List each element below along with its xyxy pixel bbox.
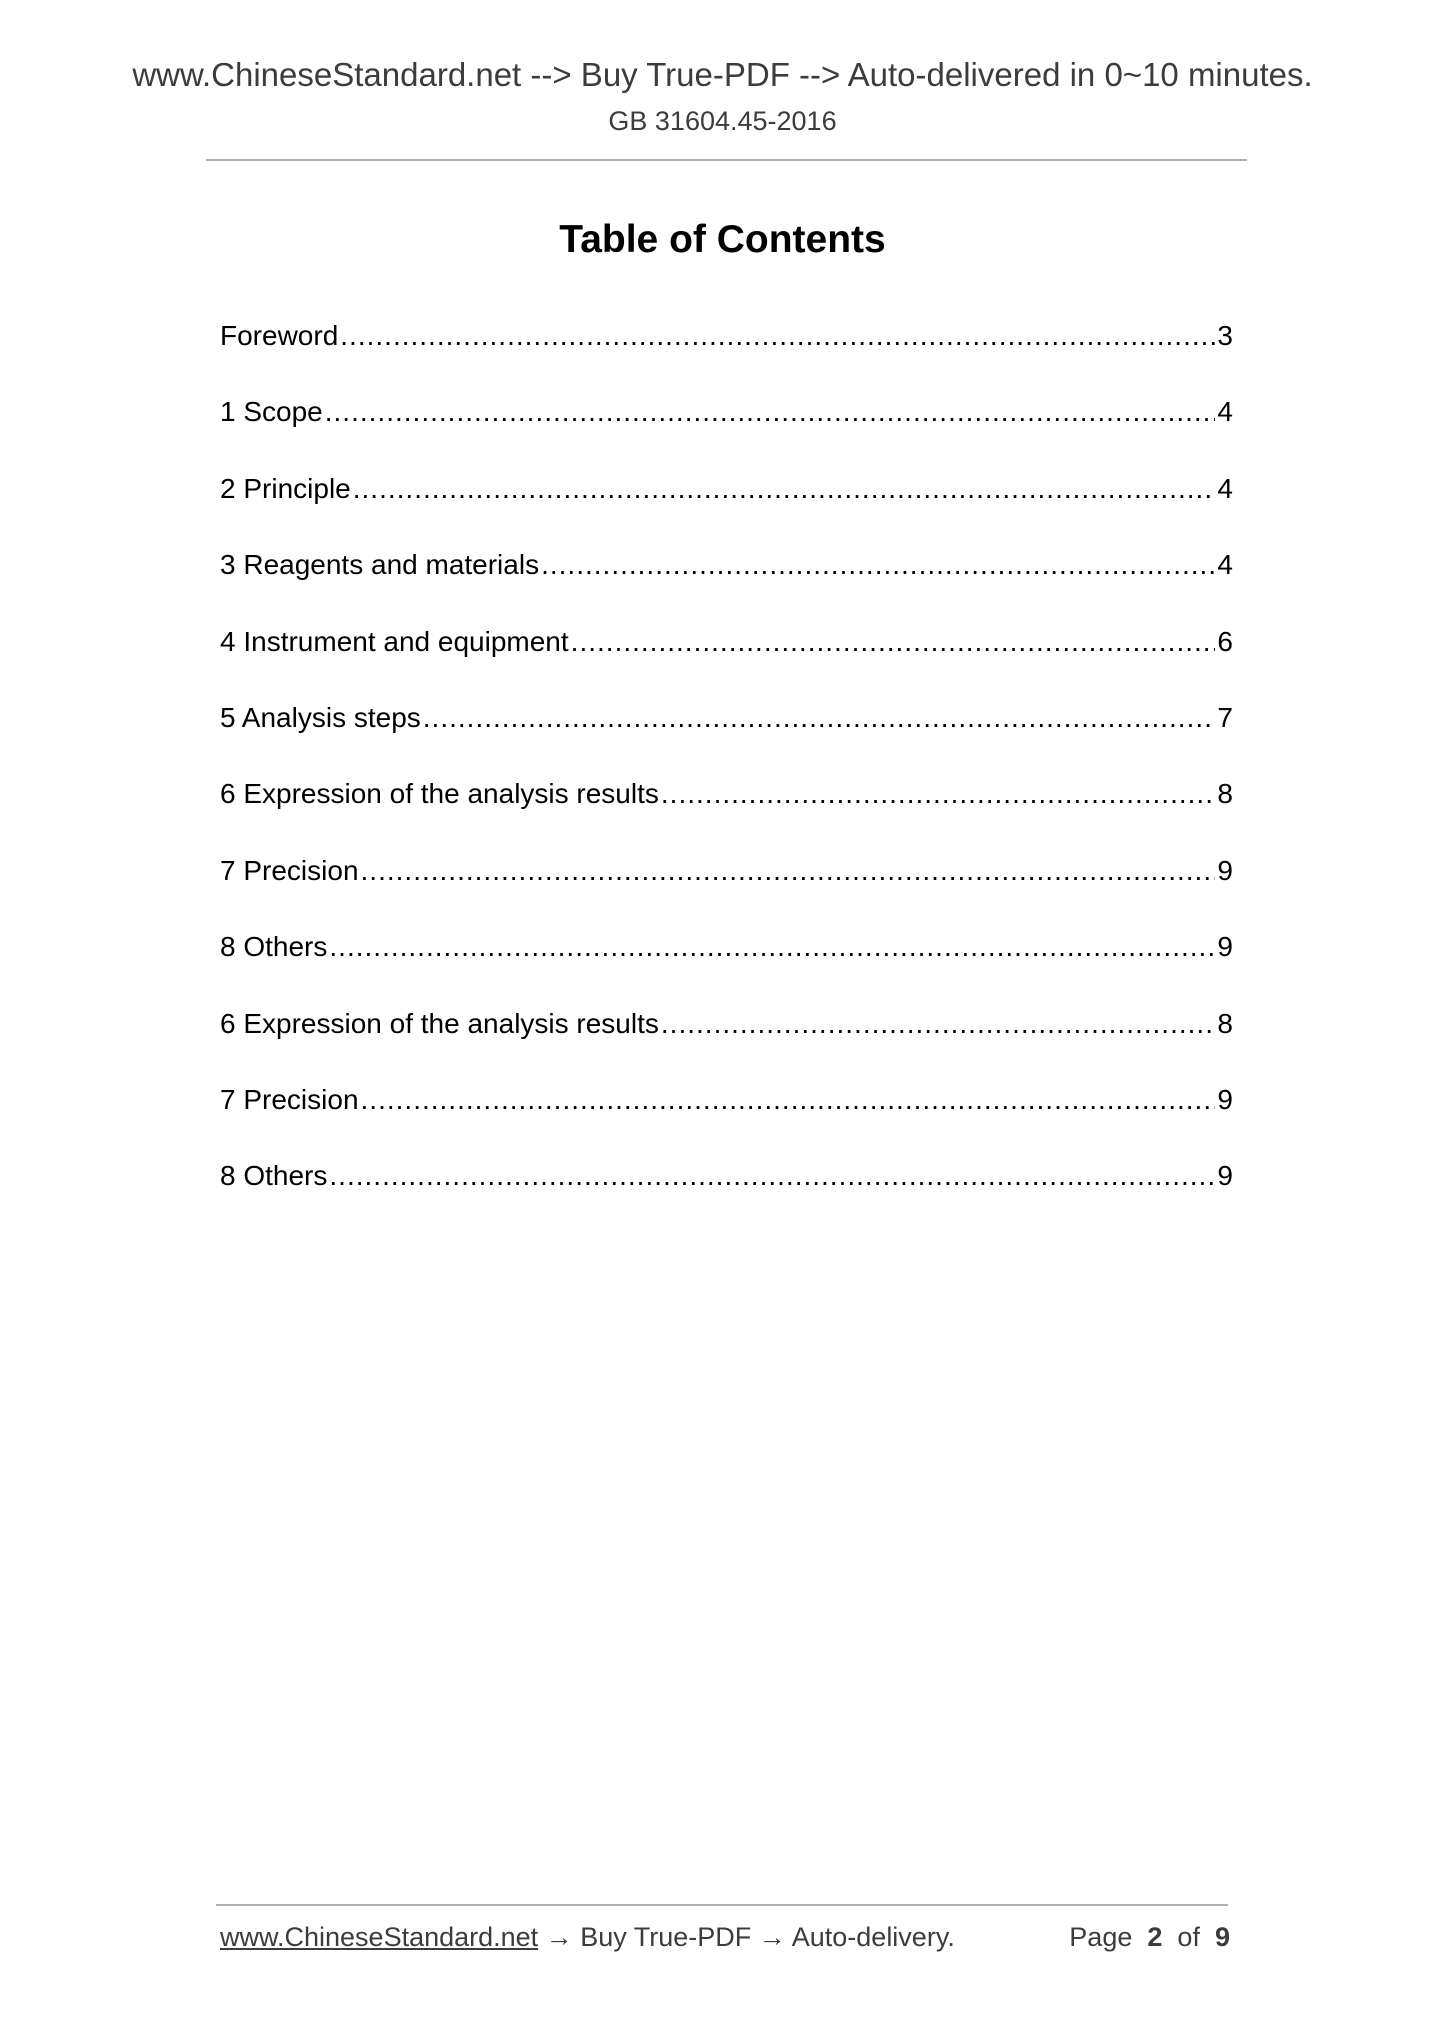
page-number (1069, 1922, 1230, 1953)
toc-entry-label: 4 Instrument and equipment (220, 625, 569, 657)
toc-entry-page: 8 (1217, 1007, 1233, 1039)
toc-entry-others[interactable] (220, 931, 1233, 1007)
toc-entry-principle[interactable] (220, 473, 1233, 549)
toc-title: Table of Contents (559, 218, 886, 261)
toc-dot-leader (571, 626, 1216, 658)
toc-dot-leader (325, 396, 1216, 428)
toc-entry-page: 8 (1217, 778, 1233, 810)
toc-entry-page: 4 (1217, 396, 1233, 428)
page-current: 2 (1147, 1922, 1163, 1952)
toc-entry-label: 7 Precision (220, 1083, 359, 1115)
header-banner: www.ChineseStandard.net --> Buy True-PDF --> Auto-delivered in 0~10 minutes. (132, 56, 1313, 93)
toc-entry-label: 5 Analysis steps (220, 701, 421, 733)
footer-site-link[interactable]: www.ChineseStandard.net (220, 1922, 539, 1952)
toc-entry-label: 6 Expression of the analysis results (220, 778, 659, 810)
toc-entry-precision-repeat[interactable] (220, 1084, 1233, 1160)
toc-entry-precision[interactable] (220, 855, 1233, 931)
toc-entry-label: 7 Precision (220, 854, 359, 886)
toc-entry-scope[interactable] (220, 396, 1233, 472)
toc-entry-page: 4 (1217, 549, 1233, 581)
toc-dot-leader (329, 1160, 1215, 1192)
toc-dot-leader (329, 931, 1215, 963)
footer-left (220, 1922, 955, 1953)
toc-entry-label: 8 Others (220, 1160, 328, 1192)
toc-entry-expression[interactable] (220, 778, 1233, 854)
page-label: Page (1069, 1922, 1133, 1952)
toc-entry-reagents[interactable] (220, 549, 1233, 625)
header-divider (206, 159, 1247, 161)
footer-divider (216, 1904, 1228, 1906)
toc-entry-page: 9 (1217, 1160, 1233, 1192)
toc-entry-page: 4 (1217, 472, 1233, 504)
toc-entry-page: 9 (1217, 854, 1233, 886)
toc-entry-foreword[interactable] (220, 320, 1233, 396)
footer-tagline: → Buy True-PDF → Auto-delivery. (538, 1922, 955, 1952)
toc-entry-label: 8 Others (220, 931, 328, 963)
toc-entry-page: 3 (1217, 320, 1233, 351)
toc-dot-leader (353, 473, 1216, 505)
toc-entry-expression-repeat[interactable] (220, 1008, 1233, 1084)
toc-dot-leader (661, 1008, 1216, 1040)
toc-entry-page: 9 (1217, 1083, 1233, 1115)
toc-entry-others-repeat[interactable] (220, 1160, 1233, 1236)
toc-dot-leader (423, 702, 1216, 734)
toc-entry-label: 6 Expression of the analysis results (220, 1007, 659, 1039)
toc-entry-label: 1 Scope (220, 396, 323, 428)
toc-entry-page: 7 (1217, 701, 1233, 733)
page-of-label: of (1177, 1922, 1200, 1952)
toc-entry-label: Foreword (220, 320, 339, 351)
toc-entry-page: 9 (1217, 931, 1233, 963)
toc-dot-leader (361, 855, 1216, 887)
toc-list (220, 320, 1233, 1237)
toc-dot-leader (661, 778, 1216, 810)
toc-entry-analysis-steps[interactable] (220, 702, 1233, 778)
toc-dot-leader (340, 320, 1215, 352)
page-total: 9 (1214, 1922, 1230, 1952)
toc-dot-leader (361, 1084, 1216, 1116)
toc-entry-label: 2 Principle (220, 472, 351, 504)
document-code: GB 31604.45-2016 (608, 106, 837, 136)
toc-entry-instrument[interactable] (220, 626, 1233, 702)
toc-entry-label: 3 Reagents and materials (220, 549, 540, 581)
toc-entry-page: 6 (1217, 625, 1233, 657)
toc-dot-leader (541, 549, 1215, 581)
